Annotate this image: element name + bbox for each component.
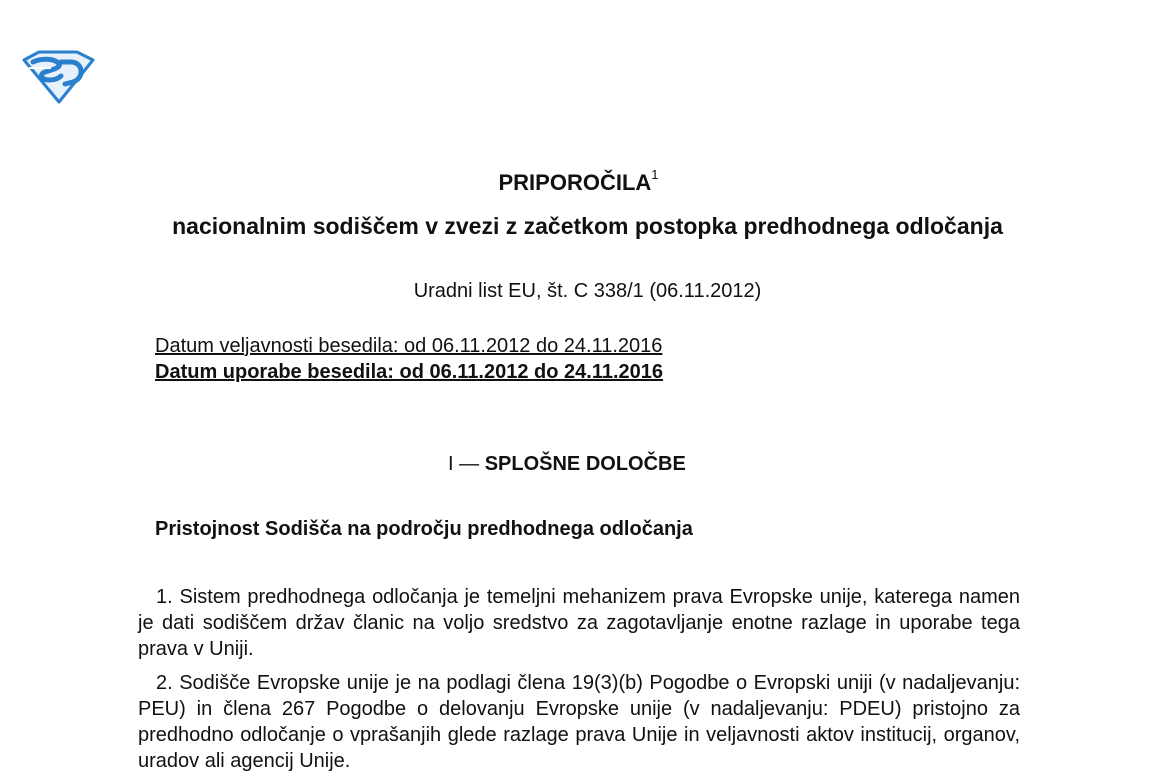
section-title: SPLOŠNE DOLOČBE — [484, 453, 686, 475]
paragraph — [138, 584, 1020, 662]
paragraph-text: Sodišče Evropske unije je na podlagi člena 19(3)(b) Pogodbe o Evropski uniji (v nadaljevanju: PEU) in člena 267 Pogodbe o delovanju Evropske unije (v nadaljevanju: PDEU) pristojno za predhodno odločanje o vprašanjih glede razlage prava Unije in veljavnosti aktov institucij, organov, uradov ali agencij Unije. — [138, 672, 1020, 772]
subheading: Pristojnost Sodišča na področju predhodnega odločanja — [155, 518, 693, 540]
title-text: PRIPOROČILA — [498, 170, 652, 195]
section-prefix: I — — [448, 453, 480, 475]
sd-logo-icon — [21, 48, 95, 104]
paragraph-number: 1. — [156, 586, 173, 608]
application-date-text[interactable]: Datum uporabe besedila: od 06.11.2012 do 24.11.2016 — [155, 361, 664, 383]
section-heading — [448, 453, 686, 476]
footnote-mark[interactable]: 1 — [651, 167, 659, 182]
paragraph-number: 2. — [156, 672, 173, 694]
document-subtitle: nacionalnim sodiščem v zvezi z začetkom postopka predhodnega odločanja — [172, 213, 1003, 239]
document-source: Uradni list EU, št. C 338/1 (06.11.2012) — [413, 280, 762, 302]
validity-date-text[interactable]: Datum veljavnosti besedila: od 06.11.2012 do 24.11.2016 — [155, 335, 663, 357]
document-title — [0, 167, 1157, 196]
paragraph — [138, 670, 1020, 774]
validity-block — [155, 333, 663, 385]
paragraph-text: Sistem predhodnega odločanja je temeljni mehanizem prava Evropske unije, katerega namen je dati sodiščem držav članic na voljo sredstvo za zagotavljanje enotne razlage in uporabe tega prava v Uniji. — [138, 586, 1021, 660]
